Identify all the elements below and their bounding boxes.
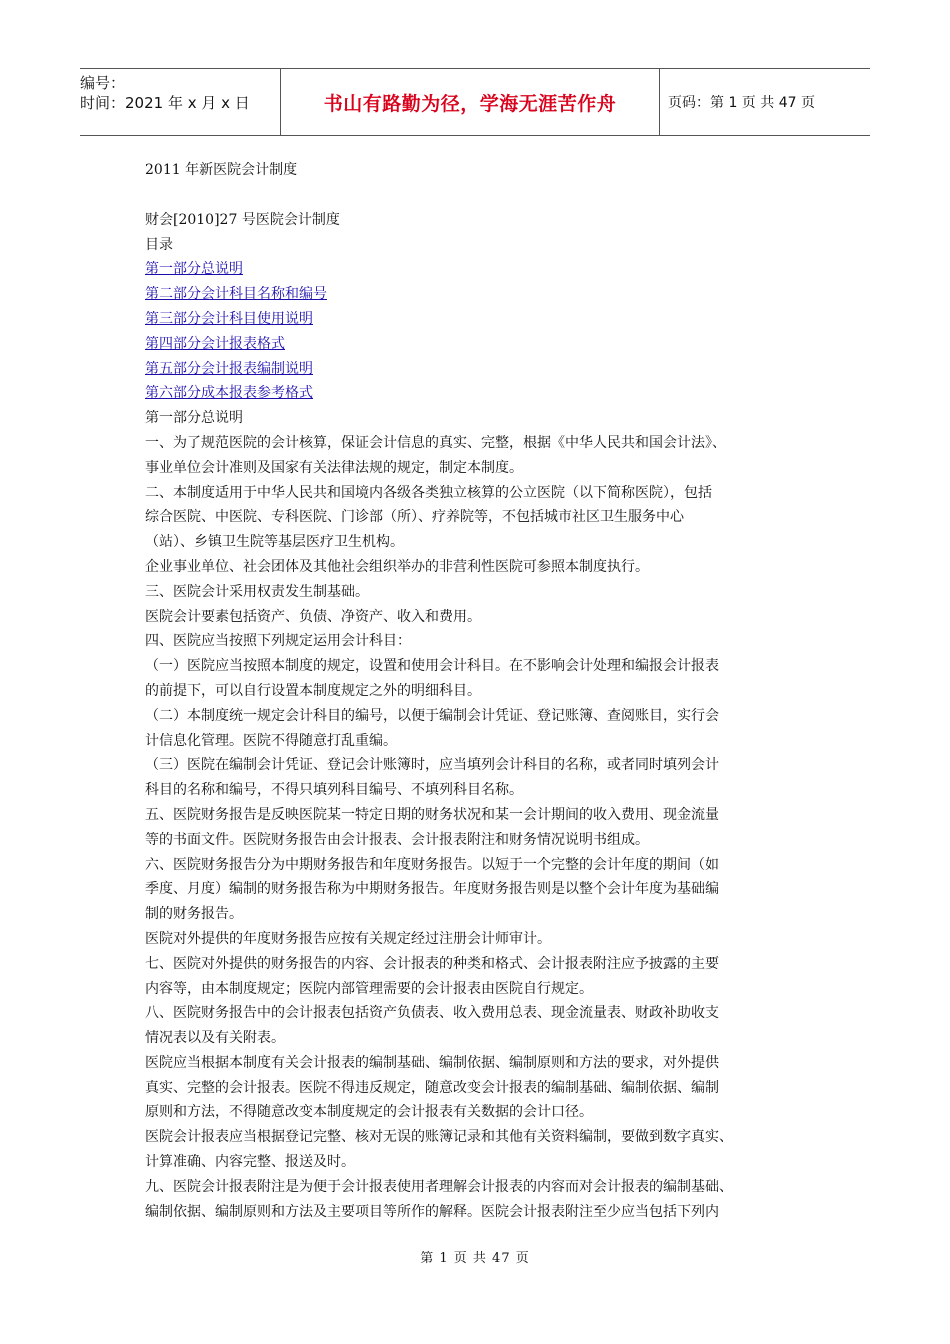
document-body [145,158,825,1224]
table-of-contents [145,257,825,406]
toc-link-part-3[interactable]: 第三部分会计科目使用说明 [145,310,313,327]
body-line: 综合医院、中医院、专科医院、门诊部（所）、疗养院等，不包括城市社区卫生服务中心 [145,509,684,526]
body-line: （一）医院应当按照本制度的规定，设置和使用会计科目。在不影响会计处理和编报会计报表 [145,658,719,675]
toc-link-part-4[interactable]: 第四部分会计报表格式 [145,335,285,352]
body-line: 编制依据、编制原则和方法及主要项目等所作的解释。医院会计报表附注至少应当包括下列内 [145,1203,719,1220]
body-line: 内容等，由本制度规定；医院内部管理需要的会计报表由医院自行规定。 [145,980,593,997]
body-line: 的前提下，可以自行设置本制度规定之外的明细科目。 [145,682,481,699]
body-line: 企业事业单位、社会团体及其他社会组织举办的非营利性医院可参照本制度执行。 [145,558,649,575]
header-left-cell [80,69,280,135]
toc-link-part-5[interactable]: 第五部分会计报表编制说明 [145,360,313,377]
body-line: 计算准确、内容完整、报送及时。 [145,1154,355,1171]
body-line: 九、医院会计报表附注是为便于会计报表使用者理解会计报表的内容而对会计报表的编制基础、 [145,1178,733,1195]
body-line: （三）医院在编制会计凭证、登记会计账簿时，应当填列会计科目的名称，或者同时填列会计 [145,757,719,774]
header-page-info: 页码：第 1 页 共 47 页 [668,95,815,111]
time-label: 时间：2021 年 x 月 x 日 [80,94,250,112]
body-line: 医院应当根据本制度有关会计报表的编制基础、编制依据、编制原则和方法的要求，对外提供 [145,1054,719,1071]
body-line: 三、医院会计采用权责发生制基础。 [145,583,369,600]
body-line: 八、医院财务报告中的会计报表包括资产负债表、收入费用总表、现金流量表、财政补助收支 [145,1005,719,1022]
page-header [80,68,870,136]
body-line: （站）、乡镇卫生院等基层医疗卫生机构。 [145,534,404,551]
body-line: （二）本制度统一规定会计科目的编号，以便于编制会计凭证、登记账簿、查阅账目，实行会 [145,707,719,724]
body-line: 医院会计报表应当根据登记完整、核对无误的账簿记录和其他有关资料编制，要做到数字真实、 [145,1129,733,1146]
footer-page-number: 第 1 页 共 47 页 [420,1251,530,1266]
toc-link-part-2[interactable]: 第二部分会计科目名称和编号 [145,286,327,303]
body-line: 七、医院对外提供的财务报告的内容、会计报表的种类和格式、会计报表附注应予披露的主要 [145,955,719,972]
header-page-info-cell [660,69,870,135]
body-line: 计信息化管理。医院不得随意打乱重编。 [145,732,397,749]
body-line: 一、为了规范医院的会计核算，保证会计信息的真实、完整，根据《中华人民共和国会计法》、 [145,434,726,451]
document-title: 2011 年新医院会计制度 [145,162,298,178]
body-line: 原则和方法，不得随意改变本制度规定的会计报表有关数据的会计口径。 [145,1104,593,1121]
body-line: 事业单位会计准则及国家有关法律法规的规定，制定本制度。 [145,459,523,476]
toc-heading: 目录 [145,236,173,253]
body-line: 二、本制度适用于中华人民共和国境内各级各类独立核算的公立医院（以下简称医院），包括 [145,484,712,501]
body-line: 制的财务报告。 [145,906,243,923]
body-line: 等的书面文件。医院财务报告由会计报表、会计报表附注和财务情况说明书组成。 [145,831,649,848]
body-line: 医院对外提供的年度财务报告应按有关规定经过注册会计师审计。 [145,930,551,947]
body-line: 季度、月度）编制的财务报告称为中期财务报告。年度财务报告则是以整个会计年度为基础编 [145,881,719,898]
body-text [145,406,825,1224]
body-line: 五、医院财务报告是反映医院某一特定日期的财务状况和某一会计期间的收入费用、现金流量 [145,806,719,823]
body-line: 科目的名称和编号，不得只填列科目编号、不填列科目名称。 [145,782,523,799]
page-footer [0,1247,950,1266]
body-line: 六、医院财务报告分为中期财务报告和年度财务报告。以短于一个完整的会计年度的期间（如 [145,856,719,873]
body-line: 四、医院应当按照下列规定运用会计科目： [145,633,411,650]
body-line: 真实、完整的会计报表。医院不得违反规定，随意改变会计报表的编制基础、编制依据、编制 [145,1079,719,1096]
motto-text: 书山有路勤为径，学海无涯苦作舟 [323,92,617,115]
body-line: 情况表以及有关附表。 [145,1030,285,1047]
toc-link-part-1[interactable]: 第一部分总说明 [145,261,243,278]
header-motto-cell [280,69,660,135]
document-subtitle: 财会[2010]27 号医院会计制度 [145,211,340,228]
body-line: 第一部分总说明 [145,410,243,427]
toc-link-part-6[interactable]: 第六部分成本报表参考格式 [145,385,313,402]
number-label: 编号： [80,74,126,92]
body-line: 医院会计要素包括资产、负债、净资产、收入和费用。 [145,608,481,625]
